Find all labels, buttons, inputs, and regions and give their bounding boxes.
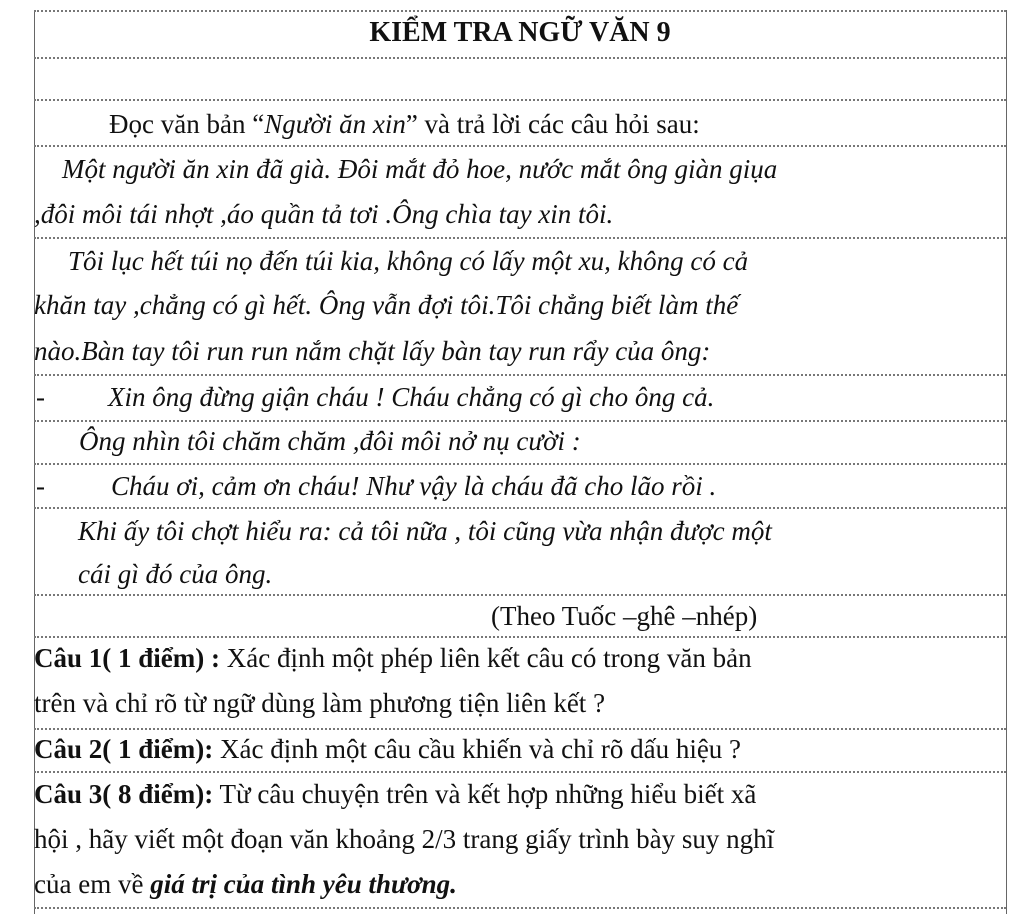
question-1-line2: trên và chỉ rõ từ ngữ dùng làm phương tiện liên kết ? [34, 688, 606, 718]
question-2-text: Xác định một câu cầu khiến và chỉ rõ dấu hiệu ? [219, 734, 742, 764]
passage-p2-line3: nào.Bàn tay tôi run run nắm chặt lấy bàn tay run rẩy của ông: [34, 336, 711, 366]
question-2-label: Câu 2( 1 điểm): [34, 734, 214, 764]
question-3-line1 [34, 781, 756, 808]
question-3-line3 [34, 871, 457, 898]
right-border [1006, 10, 1007, 914]
passage-p4-line1: Khi ấy tôi chợt hiểu ra: cả tôi nữa , tôi cũng vừa nhận được một [78, 516, 772, 546]
dialogue-dash: - [36, 382, 45, 412]
question-2 [34, 736, 741, 763]
row-divider [34, 57, 1006, 59]
question-3-label: Câu 3( 8 điểm): [34, 779, 214, 809]
source-citation: (Theo Tuốc –ghê –nhép) [491, 601, 758, 631]
question-3-line3-text: của em về [34, 869, 151, 899]
intro-before: Đọc văn bản “ [109, 109, 265, 139]
dialogue-dash: - [36, 471, 45, 501]
intro-instruction [109, 111, 700, 138]
row-divider [34, 237, 1006, 239]
question-1-text: Xác định một phép liên kết câu có trong văn bản [226, 643, 752, 673]
passage-p2-line2: khăn tay ,chẳng có gì hết. Ông vẫn đợi tôi.Tôi chẳng biết làm thế [34, 290, 739, 320]
row-divider [34, 907, 1006, 909]
story-title: Người ăn xin [264, 109, 406, 139]
passage-p1-line2: ,đôi môi tái nhợt ,áo quần tả tơi .Ông chìa tay xin tôi. [34, 199, 614, 229]
row-divider [34, 728, 1006, 730]
dialogue-line-2: Cháu ơi, cảm ơn cháu! Như vậy là cháu đã cho lão rồi . [111, 471, 717, 501]
question-3-emphasis: giá trị của tình yêu thương. [150, 869, 457, 899]
row-divider [34, 771, 1006, 773]
question-3-line2: hội , hãy viết một đoạn văn khoảng 2/3 trang giấy trình bày suy nghĩ [34, 824, 775, 854]
row-divider [34, 463, 1006, 465]
passage-p2-line1: Tôi lục hết túi nọ đến túi kia, không có lấy một xu, không có cả [68, 246, 749, 276]
row-divider [34, 145, 1006, 147]
row-divider [34, 10, 1006, 12]
question-1-label: Câu 1( 1 điểm) : [34, 643, 220, 673]
passage-p3: Ông nhìn tôi chăm chăm ,đôi môi nở nụ cười : [79, 426, 581, 456]
row-divider [34, 507, 1006, 509]
row-divider [34, 420, 1006, 422]
dialogue-line-1: Xin ông đừng giận cháu ! Cháu chẳng có gì cho ông cả. [108, 382, 715, 412]
row-divider [34, 99, 1006, 101]
intro-after: ” và trả lời các câu hỏi sau: [405, 109, 700, 139]
page-title: KIỂM TRA NGỮ VĂN 9 [369, 17, 671, 48]
passage-p4-line2: cái gì đó của ông. [78, 559, 273, 589]
row-divider [34, 374, 1006, 376]
question-3-text: Từ câu chuyện trên và kết hợp những hiểu biết xã [219, 779, 757, 809]
passage-p1-line1: Một người ăn xin đã già. Đôi mắt đỏ hoe, nước mắt ông giàn giụa [62, 154, 778, 184]
row-divider [34, 636, 1006, 638]
question-1-line1 [34, 645, 752, 672]
row-divider [34, 594, 1006, 596]
